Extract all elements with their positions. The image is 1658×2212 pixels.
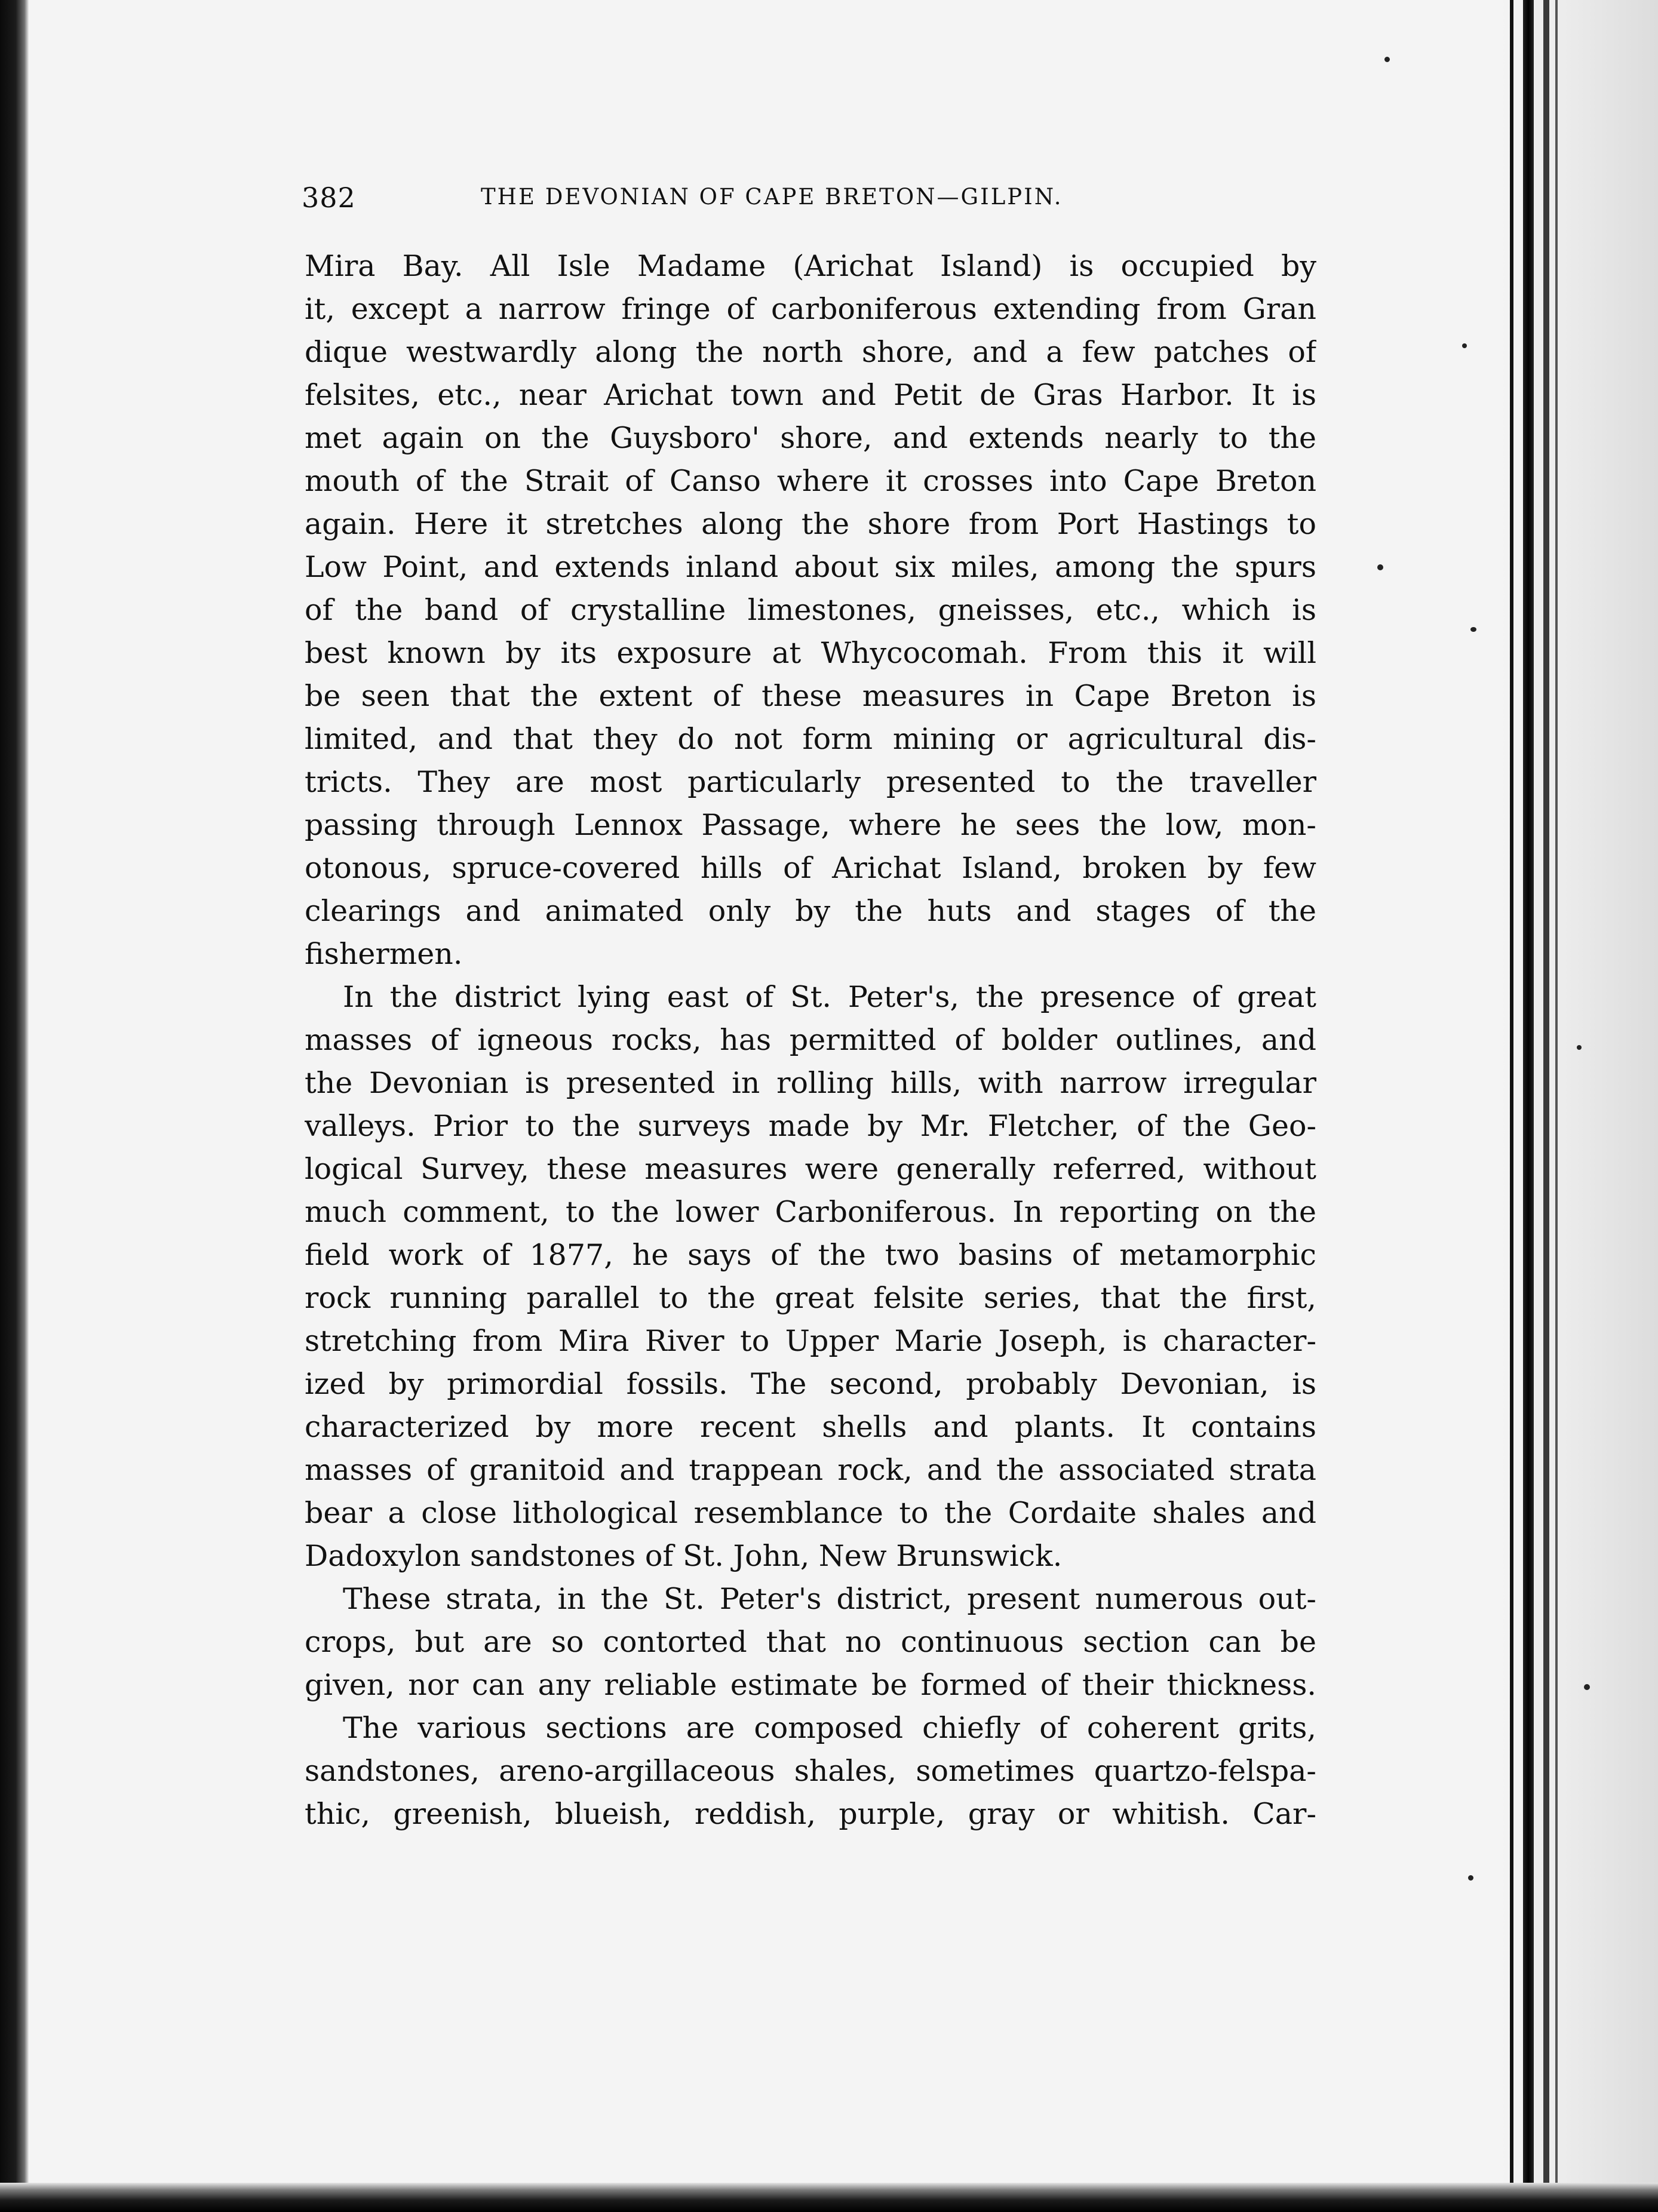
- speck: [1462, 343, 1467, 348]
- text-line: fishermen.: [305, 937, 463, 971]
- text-line: crops, but are so contorted that no continuous section can be: [305, 1625, 1316, 1659]
- speck: [1468, 1875, 1473, 1881]
- page-number: 382: [302, 182, 356, 214]
- paragraph-4: [305, 1707, 1316, 1836]
- text-line: otonous, spruce-covered hills of Arichat Island, broken by few: [305, 851, 1316, 885]
- text-line: thic, greenish, blueish, reddish, purple, gray or whitish. Car-: [305, 1797, 1316, 1831]
- text-line: clearings and animated only by the huts and stages of the: [305, 894, 1316, 928]
- binding-line: [1555, 0, 1558, 2212]
- running-title: THE DEVONIAN OF CAPE BRETON—GILPIN.: [481, 184, 1063, 210]
- text-line: The various sections are composed chiefly of coherent grits,: [343, 1711, 1316, 1745]
- text-line: Low Point, and extends inland about six miles, among the spurs: [305, 550, 1316, 584]
- text-line: of the band of crystalline limestones, gneisses, etc., which is: [305, 593, 1316, 627]
- text-line: Dadoxylon sandstones of St. John, New Brunswick.: [305, 1539, 1063, 1573]
- text-line: logical Survey, these measures were generally referred, without: [305, 1152, 1316, 1186]
- text-line: bear a close lithological resemblance to the Cordaite shales and: [305, 1496, 1316, 1530]
- text-line: sandstones, areno-argillaceous shales, sometimes quartzo-felspa-: [305, 1754, 1316, 1788]
- text-line: characterized by more recent shells and plants. It contains: [305, 1410, 1316, 1444]
- paragraph-1: [305, 245, 1316, 976]
- speck: [1584, 1684, 1590, 1690]
- text-line: stretching from Mira River to Upper Marie Joseph, is character-: [305, 1324, 1316, 1358]
- scan-edge-left: [0, 0, 29, 2212]
- text-line: ized by primordial fossils. The second, probably Devonian, is: [305, 1367, 1316, 1401]
- text-line: met again on the Guysboro' shore, and extends nearly to the: [305, 421, 1316, 455]
- speck: [1384, 57, 1390, 62]
- paragraph-2: [305, 976, 1316, 1578]
- scan-edge-bottom: [0, 2183, 1658, 2212]
- speck: [1470, 627, 1476, 632]
- text-line: much comment, to the lower Carboniferous. In reporting on the: [305, 1195, 1316, 1229]
- text-line: field work of 1877, he says of the two basins of metamorphic: [305, 1238, 1316, 1272]
- text-line: again. Here it stretches along the shore from Port Hastings to: [305, 507, 1316, 541]
- text-line: dique westwardly along the north shore, and a few patches of: [305, 335, 1316, 369]
- body-text: [305, 245, 1316, 1836]
- text-line: it, except a narrow fringe of carboniferous extending from Gran: [305, 292, 1316, 326]
- text-line: mouth of the Strait of Canso where it crosses into Cape Breton: [305, 464, 1316, 498]
- text-line: rock running parallel to the great felsite series, that the first,: [305, 1281, 1316, 1315]
- binding-line: [1510, 0, 1513, 2212]
- text-line: masses of granitoid and trappean rock, and the associated strata: [305, 1453, 1316, 1487]
- text-line: In the district lying east of St. Peter's, the presence of great: [343, 980, 1316, 1014]
- text-line: felsites, etc., near Arichat town and Petit de Gras Harbor. It is: [305, 378, 1316, 412]
- speck: [1577, 1045, 1582, 1050]
- binding-line: [1543, 0, 1549, 2212]
- text-line: given, nor can any reliable estimate be formed of their thickness.: [305, 1668, 1316, 1702]
- text-line: the Devonian is presented in rolling hills, with narrow irregular: [305, 1066, 1316, 1100]
- text-line: masses of igneous rocks, has permitted of bolder outlines, and: [305, 1023, 1316, 1057]
- text-line: best known by its exposure at Whycocomah. From this it will: [305, 636, 1316, 670]
- text-line: passing through Lennox Passage, where he sees the low, mon-: [305, 808, 1316, 842]
- paragraph-3: [305, 1578, 1316, 1707]
- page-header: [302, 182, 1317, 217]
- text-line: These strata, in the St. Peter's district, present numerous out-: [343, 1582, 1316, 1616]
- binding-spine: [1523, 0, 1534, 2212]
- text-line: Mira Bay. All Isle Madame (Arichat Island) is occupied by: [305, 249, 1316, 283]
- speck: [1377, 564, 1383, 570]
- text-line: tricts. They are most particularly presented to the traveller: [305, 765, 1316, 799]
- text-line: valleys. Prior to the surveys made by Mr. Fletcher, of the Geo-: [305, 1109, 1316, 1143]
- text-line: be seen that the extent of these measures in Cape Breton is: [305, 679, 1316, 713]
- text-line: limited, and that they do not form mining or agricultural dis-: [305, 722, 1316, 756]
